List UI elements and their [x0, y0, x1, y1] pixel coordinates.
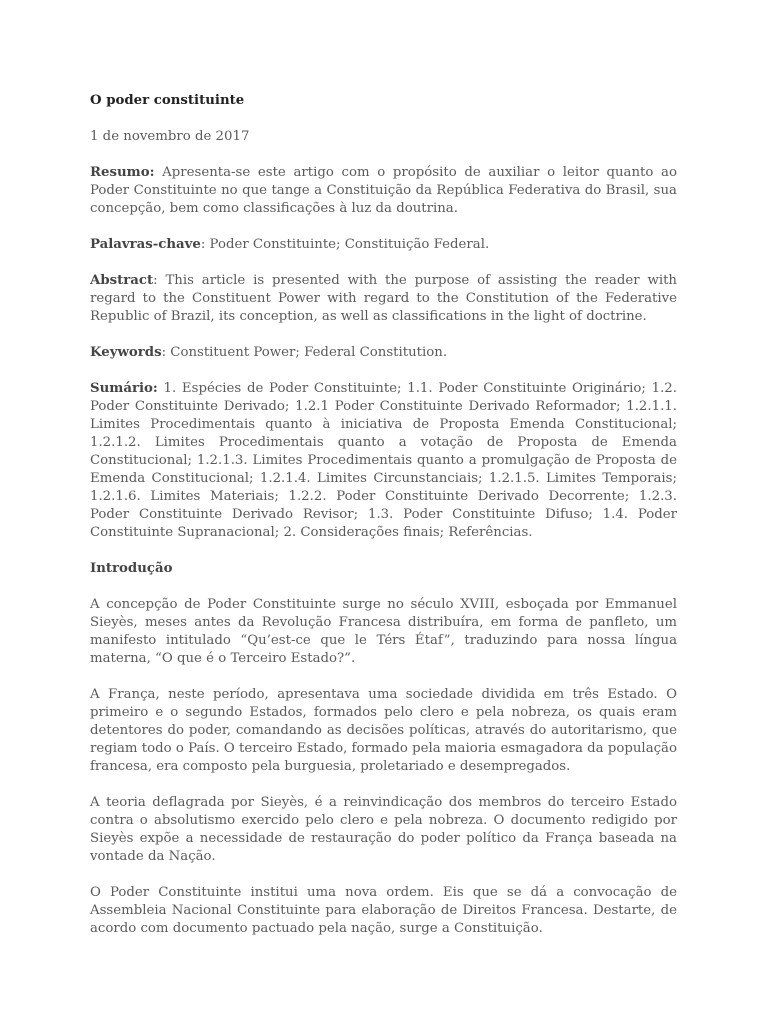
resumo-text: Apresenta-se este artigo com o propósito de auxiliar o leitor quanto ao Poder Constituinte no que tange a Constituição da República Federativa do Brasil, sua concepção, bem como classificações à luz da doutrina.: [90, 165, 677, 216]
palavras-chave-label: Palavras-chave: [90, 237, 201, 252]
body-paragraph: A concepção de Poder Constituinte surge no século XVIII, esboçada por Emmanuel Sieyès, meses antes da Revolução Francesa distribuíra, em forma de panfleto, um manifesto intitulado “Qu’est-ce que le Térs Étaf”, traduzindo para nossa língua materna, “O que é o Terceiro Estado?”.: [90, 597, 677, 666]
introducao-heading: Introdução: [90, 561, 173, 576]
body-paragraph: A França, neste período, apresentava uma sociedade dividida em três Estado. O primeiro e o segundo Estados, formados pelo clero e pela nobreza, os quais eram detentores do poder, comandando as decisões políticas, através do autoritarismo, que regiam todo o País. O terceiro Estado, formado pela maioria esmagadora da população francesa, era composto pela burguesia, proletariado e desempregados.: [90, 687, 677, 774]
palavras-chave-text: : Poder Constituinte; Constituição Federal.: [200, 237, 490, 252]
keywords-label: Keywords: [90, 345, 162, 360]
sumario-label: Sumário:: [90, 381, 158, 396]
abstract-label: Abstract: [90, 273, 154, 288]
resumo-paragraph: [90, 164, 677, 218]
document-date: 1 de novembro de 2017: [90, 129, 250, 144]
abstract-paragraph: [90, 272, 677, 326]
resumo-label: Resumo:: [90, 165, 155, 180]
document-title: O poder constituinte: [90, 93, 245, 108]
keywords-text: : Constituent Power; Federal Constitution.: [161, 345, 448, 360]
sumario-text: 1. Espécies de Poder Constituinte; 1.1. Poder Constituinte Originário; 1.2. Poder Constituinte Derivado; 1.2.1 Poder Constituinte Derivado Reformador; 1.2.1.1. Limites Procedimentais quanto à iniciativa de Proposta Emenda Constitucional; 1.2.1.2. Limites Procedimentais quanto a votação de Proposta de Emenda Constitucional; 1.2.1.3. Limites Procedimentais quanto a promulgação de Proposta de Emenda Constitucional; 1.2.1.4. Limites Circunstanciais; 1.2.1.5. Limites Temporais; 1.2.1.6. Limites Materiais; 1.2.2. Poder Constituinte Derivado Decorrente; 1.2.3. Poder Constituinte Derivado Revisor; 1.3. Poder Constituinte Difuso; 1.4. Poder Constituinte Supranacional; 2. Considerações finais; Referências.: [90, 381, 677, 540]
palavras-chave-paragraph: [90, 236, 677, 254]
body-paragraph: O Poder Constituinte institui uma nova ordem. Eis que se dá a convocação de Assembleia Nacional Constituinte para elaboração de Direitos Francesa. Destarte, de acordo com documento pactuado pela nação, surge a Constituição.: [90, 885, 677, 936]
body-paragraph: A teoria deflagrada por Sieyès, é a reinvindicação dos membros do terceiro Estado contra o absolutismo exercido pelo clero e pela nobreza. O documento redigido por Sieyès expõe a necessidade de restauração do poder político da França baseada na vontade da Nação.: [90, 795, 677, 864]
document-page: [90, 92, 677, 956]
abstract-text: : This article is presented with the purpose of assisting the reader with regard to the Constituent Power with regard to the Constitution of the Federative Republic of Brazil, its conception, as well as classifications in the light of doctrine.: [90, 273, 677, 324]
keywords-paragraph: [90, 344, 677, 362]
sumario-paragraph: [90, 380, 677, 542]
